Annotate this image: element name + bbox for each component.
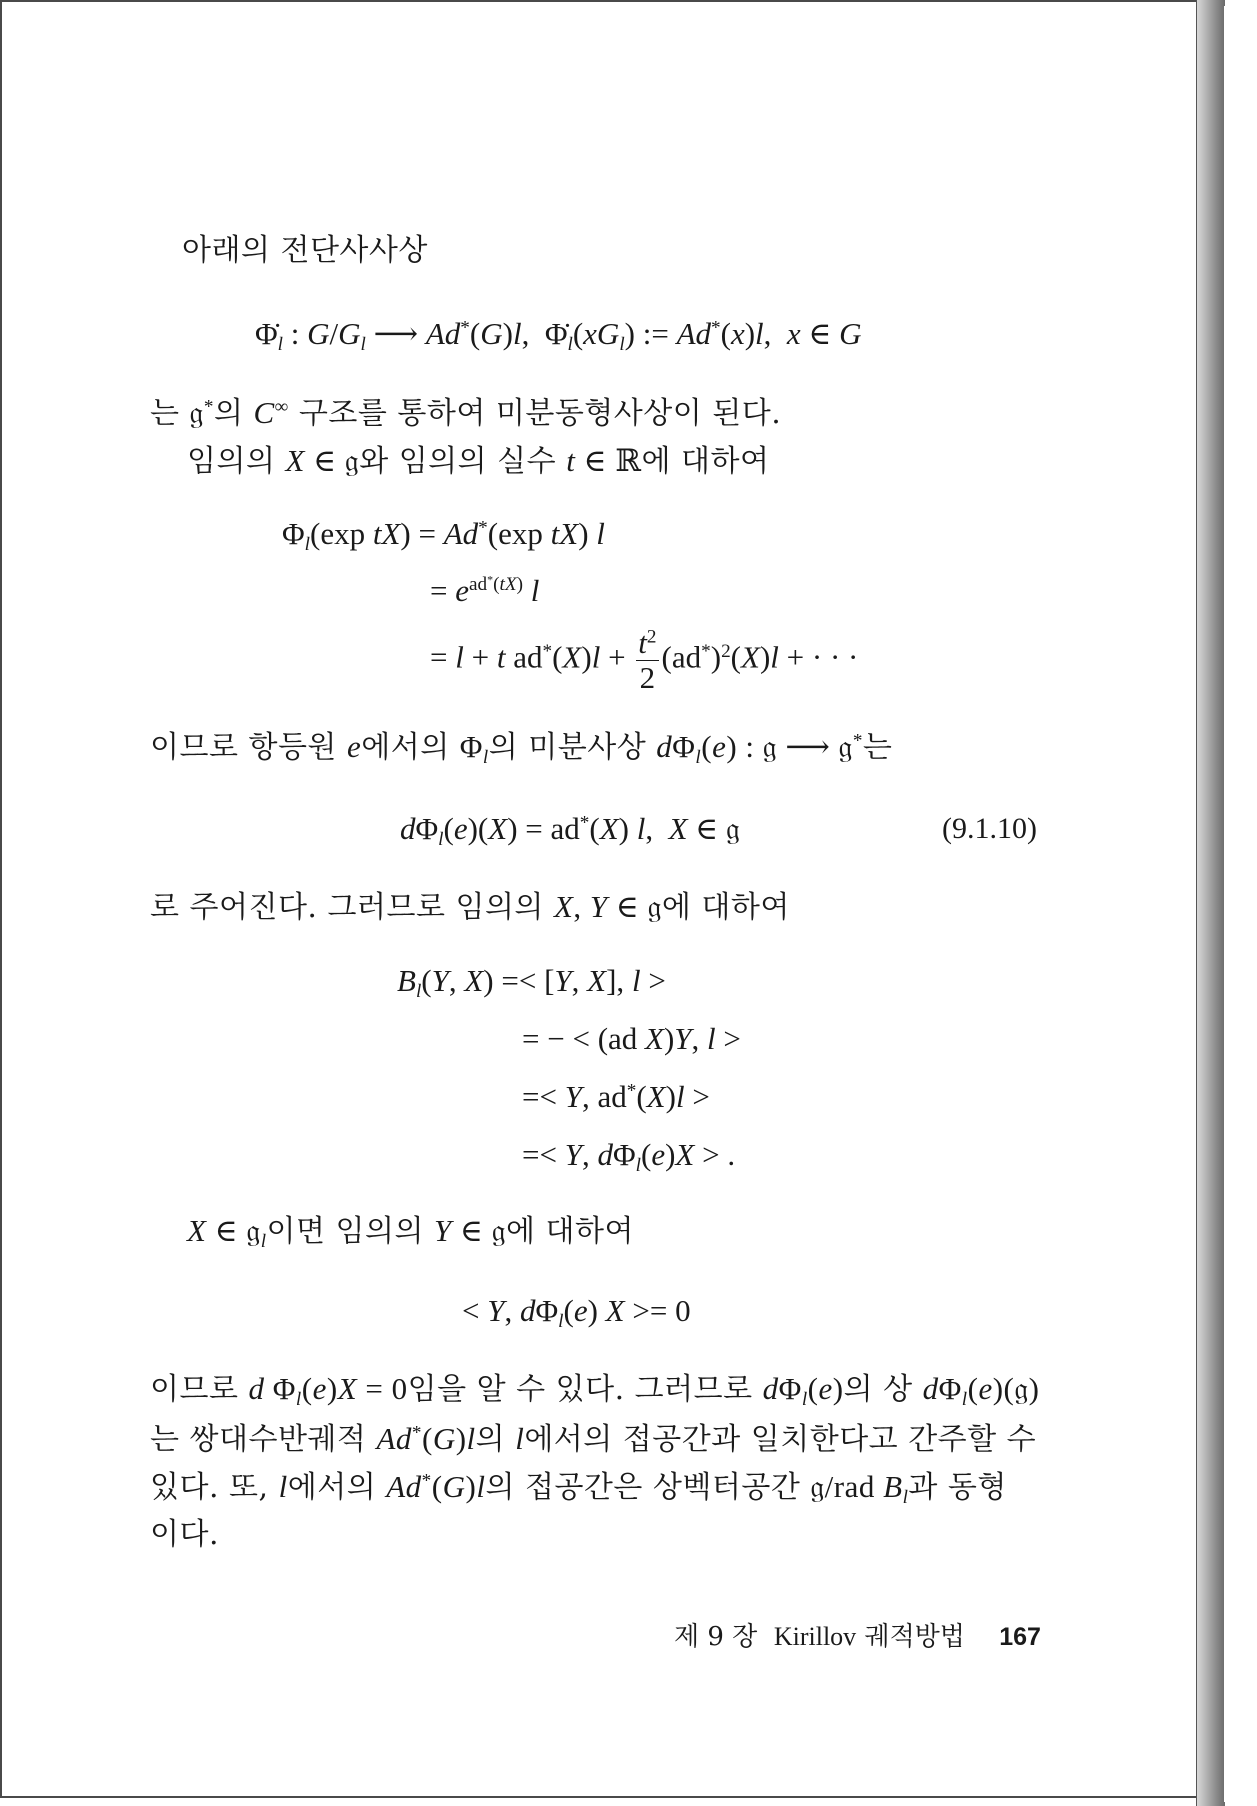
text-span: 과 동형 <box>908 1470 1007 1505</box>
text-line: X ∈ 𝔤$_l$이면 임의의 Y ∈ 𝔤에 대하여 <box>187 1213 634 1252</box>
text-line: 로 주어진다. 그러므로 임의의 X, Y ∈ 𝔤에 대하여 <box>150 889 790 925</box>
equation-bijection: $\Phi̇_l$ : $G/G_l$ ⟶ Ad*(G)l, $\Phi̇_l(xG_l)$ := Ad*(x)l, x ∈ G <box>255 316 862 355</box>
text-span: 와 임의의 실수 <box>359 444 557 479</box>
equation-bilinear-line3: =< Y, ad*(X)l > <box>522 1079 710 1114</box>
equation-exp-line1: $\Phi_l(\exp$ tX) = Ad*(exp tX) l <box>282 516 605 555</box>
text-span: 에서의 <box>287 1470 377 1505</box>
text-line <box>182 232 428 270</box>
equation-exp-line2: = $e^{ad^*(tX)}$ l <box>430 572 540 608</box>
page-edge-shadow <box>1196 0 1225 1806</box>
equation-differential: $d\Phi_l(e)(X) = ad^*(X)$ l, X ∈ 𝔤 <box>400 811 740 850</box>
equation-number: (9.1.10) <box>942 812 1037 845</box>
footer-chapter: 제 9 장 <box>674 1622 758 1652</box>
text-span: 아래의 전단사사상 <box>182 233 428 268</box>
equation-bilinear-line4: =< Y, $d\Phi_l(e)X$ > . <box>522 1137 736 1176</box>
page-edge-highlight <box>1224 6 1232 1802</box>
equation-pairing-zero: < Y, $d\Phi_l(e) X >= 0$ <box>462 1293 691 1332</box>
text-line: 임의의 X ∈ 𝔤와 임의의 실수 t ∈ ℝ에 대하여 <box>187 443 770 479</box>
text-span: 에서의 <box>361 730 450 765</box>
text-line <box>150 1516 219 1554</box>
text-span: 에 대하여 <box>661 890 790 925</box>
text-span: 이므로 항등원 <box>150 730 337 765</box>
text-span: 임을 알 수 있다. 그러므로 <box>407 1372 753 1407</box>
text-span: 있다. 또, <box>150 1470 269 1505</box>
text-span: 는 <box>150 396 180 431</box>
text-span: 에서의 접공간과 일치한다고 간주할 수 <box>524 1422 1037 1457</box>
text-span: 구조를 통하여 미분동형사상이 된다. <box>298 396 782 431</box>
text-span: 에 대하여 <box>641 444 770 479</box>
text-span: 의 상 <box>843 1372 913 1407</box>
text-span: 임의의 <box>187 444 276 479</box>
equation-bilinear-line1: $B_l(Y$, X) =< [Y, X], l > <box>397 963 666 1002</box>
equation-bilinear-line2: = − < (ad X)Y, l > <box>522 1021 741 1056</box>
page-footer <box>674 1616 1041 1653</box>
text-line: 는 쌍대수반궤적 Ad*(G)l의 l에서의 접공간과 일치한다고 간주할 수 <box>150 1421 1037 1457</box>
text-span: 이다. <box>150 1517 219 1552</box>
page-number: 167 <box>999 1623 1041 1651</box>
text-line: 이므로 d $\Phi_l(e)X = 0$임을 알 수 있다. 그러므로 $d\Phi_l(e)$의 상 $d\Phi_l(e)(𝔤)$ <box>150 1371 1040 1410</box>
footer-title-latin: Kirillov <box>773 1622 857 1651</box>
text-span: 로 주어진다. 그러므로 임의의 <box>150 890 544 925</box>
equation-exp-line3: = l + t ad*(X)l + $\frac{t^2}{2}$ $(ad^*)^2(X)l$ + · · · <box>430 625 859 695</box>
text-span: 의 <box>213 396 244 431</box>
text-span: 의 미분사상 <box>488 730 647 765</box>
text-span: 의 접공간은 상벡터공간 <box>485 1470 801 1505</box>
footer-title-korean: 궤적방법 <box>864 1622 965 1652</box>
text-line: 는 𝔤*의 C∞ 구조를 통하여 미분동형사상이 된다. <box>150 395 782 431</box>
text-span: 에 대하여 <box>506 1214 634 1249</box>
text-line: 이므로 항등원 e에서의 $\Phi_l$의 미분사상 $d\Phi_l(e)$ : 𝔤 ⟶ 𝔤*는 <box>150 729 893 768</box>
text-span: 는 <box>862 730 893 765</box>
text-span: 의 <box>475 1422 506 1457</box>
text-line: 있다. 또, l에서의 Ad*(G)l의 접공간은 상벡터공간 𝔤/rad $B_l$과 동형 <box>150 1469 1007 1508</box>
text-span: 이므로 <box>150 1372 239 1407</box>
text-span: 는 쌍대수반궤적 <box>150 1422 367 1457</box>
text-span: 이면 임의의 <box>266 1214 424 1249</box>
